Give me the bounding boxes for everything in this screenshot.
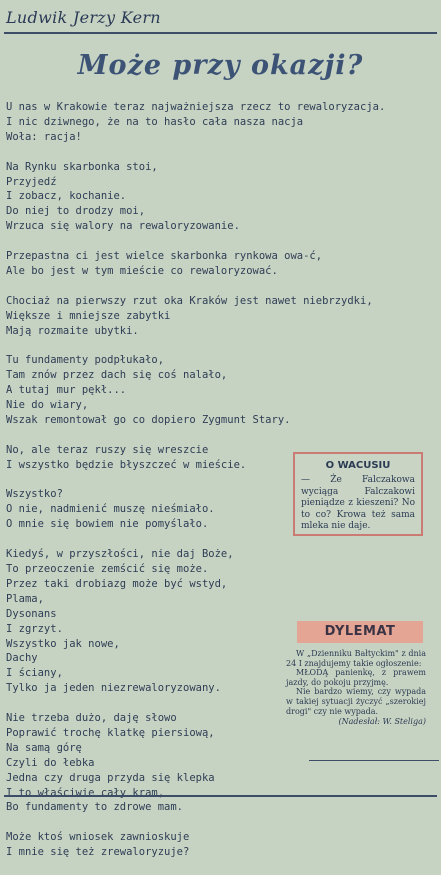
poem-line: Do niej to drodzy moi, — [6, 205, 146, 218]
box-paragraph: MŁODĄ panienkę, z prawem jazdy, do pokoju przyjmę. — [286, 668, 426, 687]
poem-line: U nas w Krakowie teraz najważniejsza rzecz to rewaloryzacja. — [6, 101, 386, 113]
sidebar-text-dylemat — [286, 649, 426, 727]
poem-line: Wrzuca się walory na rewaloryzowanie. — [6, 220, 240, 233]
poem-line: O nie, nadmienić muszę nieśmiało. — [6, 503, 215, 516]
poem-line: Nie trzeba dużo, daję słowo — [6, 712, 177, 725]
poem-line: A tutaj mur pękł... — [6, 384, 127, 397]
poem-line: Jedna czy druga przyda się klepka — [6, 771, 215, 784]
poem-line: O mnie się bowiem nie pomyślało. — [6, 518, 209, 531]
poem-stanza — [6, 353, 436, 428]
poem-line: Tylko ja jeden niezrewaloryzowany. — [6, 682, 221, 695]
box-title: O WACUSIU — [325, 460, 391, 471]
box-paragraph: Nie bardzo wiemy, czy wypada w takiej sytuacji życzyć „szerokiej drogi" czy nie wypada. — [286, 687, 426, 716]
poem-line: I zobacz, kochanie. — [6, 190, 127, 203]
poem-line: I mnie się też zrewaloryzuje? — [6, 846, 190, 859]
poem-line: Chociaż na pierwszy rzut oka Kraków jest nawet niebrzydki, — [6, 294, 373, 307]
author-name: Ludwik Jerzy Kern — [6, 8, 161, 27]
poem-line: Może ktoś wniosek zawnioskuje — [6, 831, 190, 844]
poem-stanza — [6, 830, 436, 860]
poem-line: Plama, — [6, 592, 44, 605]
top-rule — [4, 32, 437, 34]
poem-line: Przepastna ci jest wielce skarbonka rynkowa owa-ć, — [6, 250, 323, 263]
poem-line: Mają rozmaite ubytki. — [6, 324, 139, 337]
poem-line: Woła: racja! — [6, 130, 82, 143]
poem-line: Nie do wiary, — [6, 399, 89, 412]
sidebar-box-wacusiu — [293, 452, 423, 536]
poem-line: Czyli do łebka — [6, 756, 95, 769]
poem-line: Wszystko? — [6, 488, 63, 501]
poem-line: Dysonans — [6, 607, 57, 620]
poem-line: Tu fundamenty podpłukało, — [6, 354, 165, 367]
poem-stanza — [6, 160, 436, 235]
poem-line: I to właściwie cały kram, — [6, 786, 165, 799]
poem-line: Na samą górę — [6, 741, 82, 754]
poem-stanza — [6, 294, 436, 339]
poem-line: I nic dziwnego, że na to hasło cała nasza nacja — [6, 115, 304, 128]
poem-line: Większe i mniejsze zabytki — [6, 309, 171, 322]
poem-line: Wszystko jak nowe, — [6, 637, 120, 650]
poem-title: Może przy okazji? — [77, 50, 364, 81]
poem-line: Przez taki drobiazg może być wstyd, — [6, 577, 228, 590]
poem-line: Tam znów przez dach się coś nalało, — [6, 369, 228, 382]
poem-line: Przyjedź — [6, 175, 57, 188]
poem-line: Poprawić trochę klatkę piersiową, — [6, 726, 215, 739]
right-rule — [309, 760, 439, 761]
poem-line: I ściany, — [6, 667, 63, 680]
box-signature: (Nadesłał: W. Steliga) — [338, 717, 426, 727]
bottom-rule — [4, 795, 437, 797]
poem-line: Dachy — [6, 652, 38, 665]
poem-line: I zgrzyt. — [6, 622, 63, 635]
poem-line: Kiedyś, w przyszłości, nie daj Boże, — [6, 548, 234, 561]
poem-line: To przeoczenie zemścić się może. — [6, 562, 209, 575]
sidebar-header-dylemat: DYLEMAT — [297, 621, 423, 643]
poem-line: Bo fundamenty to zdrowe mam. — [6, 801, 184, 814]
box-paragraph: W „Dzienniku Bałtyckim" z dnia 24 I znajdujemy takie ogłoszenie: — [286, 649, 426, 668]
poem-stanza — [6, 100, 436, 145]
poem-line: Ale bo jest w tym mieście co rewaloryzować. — [6, 264, 278, 277]
box-text: — Że Falczakowa wyciąga Falczakowi pieniądze z kieszeni? No to co? Krowa też sama mleka nie daje. — [301, 475, 415, 531]
poem-line: I wszystko będzie błyszczeć w mieście. — [6, 458, 247, 471]
poem-stanza — [6, 249, 436, 279]
poem-line: Na Rynku skarbonka stoi, — [6, 160, 158, 173]
poem-line: Wszak remontował go co dopiero Zygmunt Stary. — [6, 413, 291, 426]
poem-line: No, ale teraz ruszy się wreszcie — [6, 443, 209, 456]
